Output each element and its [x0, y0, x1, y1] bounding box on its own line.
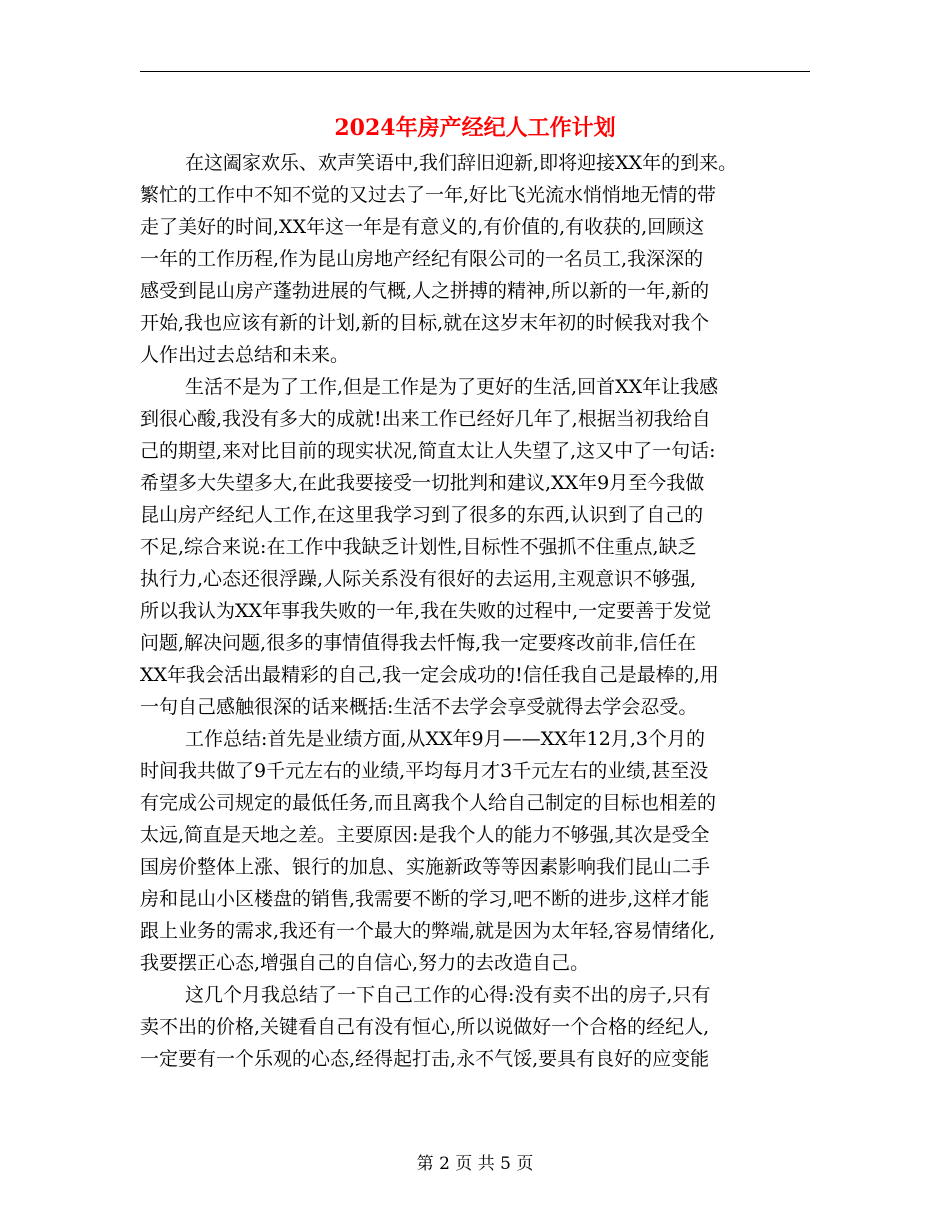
paragraph-4-line-3: 一定要有一个乐观的心态,经得起打击,永不气馁,要具有良好的应变能: [140, 1048, 710, 1070]
paragraph-2-line-8: 所以我认为XX年事我失败的一年,我在失败的过程中,一定要善于发觉: [140, 600, 712, 622]
paragraph-4-line-2: 卖不出的价格,关键看自己有没有恒心,所以说做好一个合格的经纪人,: [140, 1016, 710, 1038]
paragraph-3-line-8: 我要摆正心态,增强自己的自信心,努力的去改造自己。: [140, 952, 590, 974]
paragraph-4-line-1: 这几个月我总结了一下自己工作的心得:没有卖不出的房子,只有: [185, 984, 711, 1006]
paragraph-3-line-2: 时间我共做了9千元左右的业绩,平均每月才3千元左右的业绩,甚至没: [140, 760, 709, 782]
paragraph-3-line-3: 有完成公司规定的最低任务,而且离我个人给自己制定的目标也相差的: [140, 792, 717, 814]
header-rule: [140, 71, 810, 72]
paragraph-3-line-6: 房和昆山小区楼盘的销售,我需要不断的学习,吧不断的进步,这样才能: [140, 888, 710, 910]
paragraph-1-line-2: 繁忙的工作中不知不觉的又过去了一年,好比飞光流水悄悄地无情的带: [140, 184, 717, 206]
paragraph-2-line-5: 昆山房产经纪人工作,在这里我学习到了很多的东西,认识到了自己的: [140, 504, 704, 526]
paragraph-2-line-6: 不足,综合来说:在工作中我缺乏计划性,目标性不强抓不住重点,缺乏: [140, 536, 697, 558]
paragraph-1-line-4: 一年的工作历程,作为昆山房地产经纪有限公司的一名员工,我深深的: [140, 248, 704, 270]
paragraph-2-line-9: 问题,解决问题,很多的事情值得我去忏悔,我一定要疼改前非,信任在: [140, 632, 697, 654]
paragraph-1-line-7: 人作出过去总结和未来。: [140, 344, 350, 366]
paragraph-3-line-5: 国房价整体上涨、银行的加息、实施新政等等因素影响我们昆山二手: [140, 856, 711, 878]
paragraph-3-line-1: 工作总结:首先是业绩方面,从XX年9月——XX年12月,3个月的: [185, 728, 705, 750]
paragraph-2-line-4: 希望多大失望多大,在此我要接受一切批判和建议,XX年9月至今我做: [140, 472, 705, 494]
page-number-footer: 第 2 页 共 5 页: [416, 1154, 534, 1174]
paragraph-2-line-2: 到很心酸,我没有多大的成就!出来工作已经好几年了,根据当初我给自: [140, 408, 711, 430]
paragraph-1-line-3: 走了美好的时间,XX年这一年是有意义的,有价值的,有收获的,回顾这: [140, 216, 705, 238]
paragraph-2-line-11: 一句自己感触很深的话来概括:生活不去学会享受就得去学会忍受。: [140, 696, 698, 718]
paragraph-2-line-10: XX年我会活出最精彩的自己,我一定会成功的!信任我自己是最棒的,用: [140, 664, 719, 686]
paragraph-3-line-7: 跟上业务的需求,我还有一个最大的弊端,就是因为太年轻,容易情绪化,: [140, 920, 716, 942]
paragraph-2-line-7: 执行力,心态还很浮躁,人际关系没有很好的去运用,主观意识不够强,: [140, 568, 697, 590]
paragraph-1-line-6: 开始,我也应该有新的计划,新的目标,就在这岁末年初的时候我对我个: [140, 312, 710, 334]
paragraph-2-line-1: 生活不是为了工作,但是工作是为了更好的生活,回首XX年让我感: [185, 376, 719, 398]
document-body: [140, 147, 810, 1075]
paragraph-1-line-1: 在这阖家欢乐、欢声笑语中,我们辞旧迎新,即将迎接XX年的到来。: [185, 152, 738, 174]
paragraph-2-line-3: 己的期望,来对比目前的现实状况,简直太让人失望了,这又中了一句话:: [140, 440, 716, 462]
document-title: 2024年房产经纪人工作计划: [334, 115, 616, 141]
paragraph-3-line-4: 太远,简直是天地之差。主要原因:是我个人的能力不够强,其次是受全: [140, 824, 710, 846]
paragraph-1-line-5: 感受到昆山房产蓬勃进展的气概,人之拼搏的精神,所以新的一年,新的: [140, 280, 710, 302]
